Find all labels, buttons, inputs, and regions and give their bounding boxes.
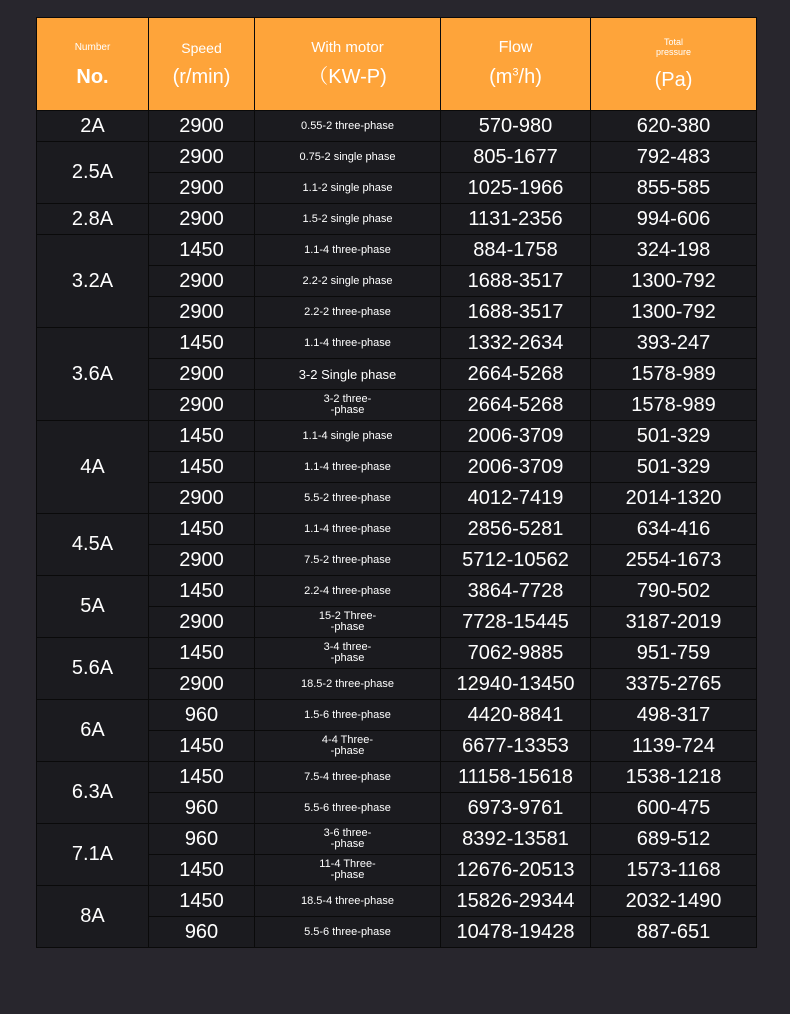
cell-motor: 3-4 three- -phase <box>255 638 441 669</box>
table-row <box>37 638 757 669</box>
cell-model-number: 6.3A <box>37 762 149 824</box>
cell-speed: 960 <box>149 700 255 731</box>
header-pressure-unit: (Pa) <box>654 69 693 91</box>
cell-model-number: 4A <box>37 421 149 514</box>
cell-flow: 8392-13581 <box>441 824 591 855</box>
header-number <box>37 18 149 111</box>
cell-pressure: 600-475 <box>591 793 757 824</box>
cell-flow: 4012-7419 <box>441 483 591 514</box>
cell-model-number: 6A <box>37 700 149 762</box>
cell-flow: 1688-3517 <box>441 266 591 297</box>
cell-pressure: 792-483 <box>591 142 757 173</box>
cell-motor: 0.75-2 single phase <box>255 142 441 173</box>
cell-flow: 3864-7728 <box>441 576 591 607</box>
cell-flow: 805-1677 <box>441 142 591 173</box>
cell-motor: 4-4 Three- -phase <box>255 731 441 762</box>
cell-speed: 2900 <box>149 204 255 235</box>
table-row <box>37 514 757 545</box>
header-motor <box>255 18 441 111</box>
table-row <box>37 421 757 452</box>
cell-flow: 884-1758 <box>441 235 591 266</box>
cell-speed: 2900 <box>149 173 255 204</box>
table-row <box>37 824 757 855</box>
cell-pressure: 3187-2019 <box>591 607 757 638</box>
cell-flow: 2006-3709 <box>441 421 591 452</box>
cell-speed: 960 <box>149 917 255 948</box>
cell-speed: 2900 <box>149 607 255 638</box>
cell-motor: 2.2-2 single phase <box>255 266 441 297</box>
cell-model-number: 5.6A <box>37 638 149 700</box>
cell-flow: 1131-2356 <box>441 204 591 235</box>
cell-flow: 12676-20513 <box>441 855 591 886</box>
cell-motor: 2.2-4 three-phase <box>255 576 441 607</box>
cell-model-number: 7.1A <box>37 824 149 886</box>
cell-speed: 2900 <box>149 545 255 576</box>
header-pressure-label: Total pressure <box>655 37 691 57</box>
cell-speed: 1450 <box>149 235 255 266</box>
fan-spec-table <box>36 17 757 948</box>
cell-speed: 2900 <box>149 297 255 328</box>
cell-flow: 15826-29344 <box>441 886 591 917</box>
cell-speed: 2900 <box>149 669 255 700</box>
header-speed-unit: (r/min) <box>172 66 231 88</box>
cell-speed: 2900 <box>149 266 255 297</box>
cell-pressure: 2032-1490 <box>591 886 757 917</box>
cell-motor: 1.5-2 single phase <box>255 204 441 235</box>
cell-motor: 1.1-4 three-phase <box>255 514 441 545</box>
cell-pressure: 324-198 <box>591 235 757 266</box>
header-number-label: Number <box>74 42 111 53</box>
cell-flow: 2664-5268 <box>441 359 591 390</box>
table-row <box>37 886 757 917</box>
cell-model-number: 2.5A <box>37 142 149 204</box>
cell-pressure: 1300-792 <box>591 266 757 297</box>
cell-model-number: 2.8A <box>37 204 149 235</box>
cell-pressure: 2554-1673 <box>591 545 757 576</box>
cell-motor: 11-4 Three- -phase <box>255 855 441 886</box>
cell-speed: 960 <box>149 824 255 855</box>
cell-flow: 10478-19428 <box>441 917 591 948</box>
cell-flow: 570-980 <box>441 111 591 142</box>
cell-motor: 15-2 Three- -phase <box>255 607 441 638</box>
cell-motor: 7.5-4 three-phase <box>255 762 441 793</box>
cell-speed: 1450 <box>149 514 255 545</box>
cell-motor: 7.5-2 three-phase <box>255 545 441 576</box>
table-body <box>37 111 757 948</box>
cell-pressure: 1300-792 <box>591 297 757 328</box>
cell-speed: 960 <box>149 793 255 824</box>
cell-flow: 4420-8841 <box>441 700 591 731</box>
cell-pressure: 634-416 <box>591 514 757 545</box>
cell-flow: 6973-9761 <box>441 793 591 824</box>
cell-speed: 1450 <box>149 421 255 452</box>
cell-pressure: 689-512 <box>591 824 757 855</box>
table-row <box>37 762 757 793</box>
cell-pressure: 994-606 <box>591 204 757 235</box>
cell-speed: 2900 <box>149 142 255 173</box>
table-row <box>37 576 757 607</box>
header-speed <box>149 18 255 111</box>
cell-flow: 7062-9885 <box>441 638 591 669</box>
cell-pressure: 1578-989 <box>591 390 757 421</box>
cell-pressure: 498-317 <box>591 700 757 731</box>
cell-flow: 1688-3517 <box>441 297 591 328</box>
table-row <box>37 204 757 235</box>
cell-pressure: 951-759 <box>591 638 757 669</box>
cell-model-number: 4.5A <box>37 514 149 576</box>
header-flow-label: Flow <box>498 39 533 56</box>
cell-speed: 1450 <box>149 762 255 793</box>
cell-pressure: 2014-1320 <box>591 483 757 514</box>
cell-motor: 18.5-4 three-phase <box>255 886 441 917</box>
cell-speed: 2900 <box>149 359 255 390</box>
cell-speed: 1450 <box>149 855 255 886</box>
cell-motor: 1.1-4 three-phase <box>255 235 441 266</box>
cell-speed: 2900 <box>149 483 255 514</box>
cell-model-number: 3.2A <box>37 235 149 328</box>
cell-motor: 2.2-2 three-phase <box>255 297 441 328</box>
cell-flow: 1332-2634 <box>441 328 591 359</box>
cell-pressure: 1139-724 <box>591 731 757 762</box>
cell-speed: 1450 <box>149 731 255 762</box>
cell-flow: 6677-13353 <box>441 731 591 762</box>
cell-speed: 1450 <box>149 576 255 607</box>
header-number-unit: No. <box>76 66 109 88</box>
cell-motor: 3-6 three- -phase <box>255 824 441 855</box>
table-row <box>37 142 757 173</box>
cell-flow: 11158-15618 <box>441 762 591 793</box>
cell-flow: 7728-15445 <box>441 607 591 638</box>
cell-motor: 1.1-4 single phase <box>255 421 441 452</box>
header-speed-label: Speed <box>181 40 222 56</box>
cell-pressure: 620-380 <box>591 111 757 142</box>
cell-model-number: 8A <box>37 886 149 948</box>
cell-speed: 1450 <box>149 886 255 917</box>
cell-model-number: 3.6A <box>37 328 149 421</box>
header-pressure <box>591 18 757 111</box>
cell-flow: 2856-5281 <box>441 514 591 545</box>
cell-pressure: 501-329 <box>591 421 757 452</box>
cell-speed: 2900 <box>149 390 255 421</box>
cell-flow: 12940-13450 <box>441 669 591 700</box>
cell-pressure: 501-329 <box>591 452 757 483</box>
cell-motor: 1.1-4 three-phase <box>255 452 441 483</box>
cell-pressure: 1573-1168 <box>591 855 757 886</box>
cell-flow: 5712-10562 <box>441 545 591 576</box>
table-row <box>37 328 757 359</box>
cell-model-number: 2A <box>37 111 149 142</box>
cell-speed: 1450 <box>149 328 255 359</box>
cell-pressure: 887-651 <box>591 917 757 948</box>
cell-pressure: 1538-1218 <box>591 762 757 793</box>
cell-flow: 1025-1966 <box>441 173 591 204</box>
cell-motor: 5.5-6 three-phase <box>255 917 441 948</box>
cell-motor: 5.5-2 three-phase <box>255 483 441 514</box>
cell-motor: 1.1-2 single phase <box>255 173 441 204</box>
cell-motor: 1.5-6 three-phase <box>255 700 441 731</box>
cell-motor: 5.5-6 three-phase <box>255 793 441 824</box>
cell-model-number: 5A <box>37 576 149 638</box>
table-row <box>37 700 757 731</box>
cell-speed: 1450 <box>149 452 255 483</box>
cell-speed: 2900 <box>149 111 255 142</box>
header-motor-unit: （KW-P) <box>308 66 387 88</box>
table-row <box>37 111 757 142</box>
header-row <box>37 18 757 111</box>
cell-flow: 2006-3709 <box>441 452 591 483</box>
cell-pressure: 3375-2765 <box>591 669 757 700</box>
header-motor-label: With motor <box>311 39 384 56</box>
header-flow <box>441 18 591 111</box>
cell-motor: 18.5-2 three-phase <box>255 669 441 700</box>
cell-motor: 3-2 Single phase <box>255 359 441 390</box>
cell-pressure: 790-502 <box>591 576 757 607</box>
cell-pressure: 393-247 <box>591 328 757 359</box>
header-flow-unit: $(m^3/h)$ <box>489 66 542 88</box>
cell-pressure: 1578-989 <box>591 359 757 390</box>
cell-speed: 1450 <box>149 638 255 669</box>
cell-motor: 3-2 three- -phase <box>255 390 441 421</box>
cell-motor: 1.1-4 three-phase <box>255 328 441 359</box>
cell-flow: 2664-5268 <box>441 390 591 421</box>
table-row <box>37 235 757 266</box>
cell-pressure: 855-585 <box>591 173 757 204</box>
cell-motor: 0.55-2 three-phase <box>255 111 441 142</box>
